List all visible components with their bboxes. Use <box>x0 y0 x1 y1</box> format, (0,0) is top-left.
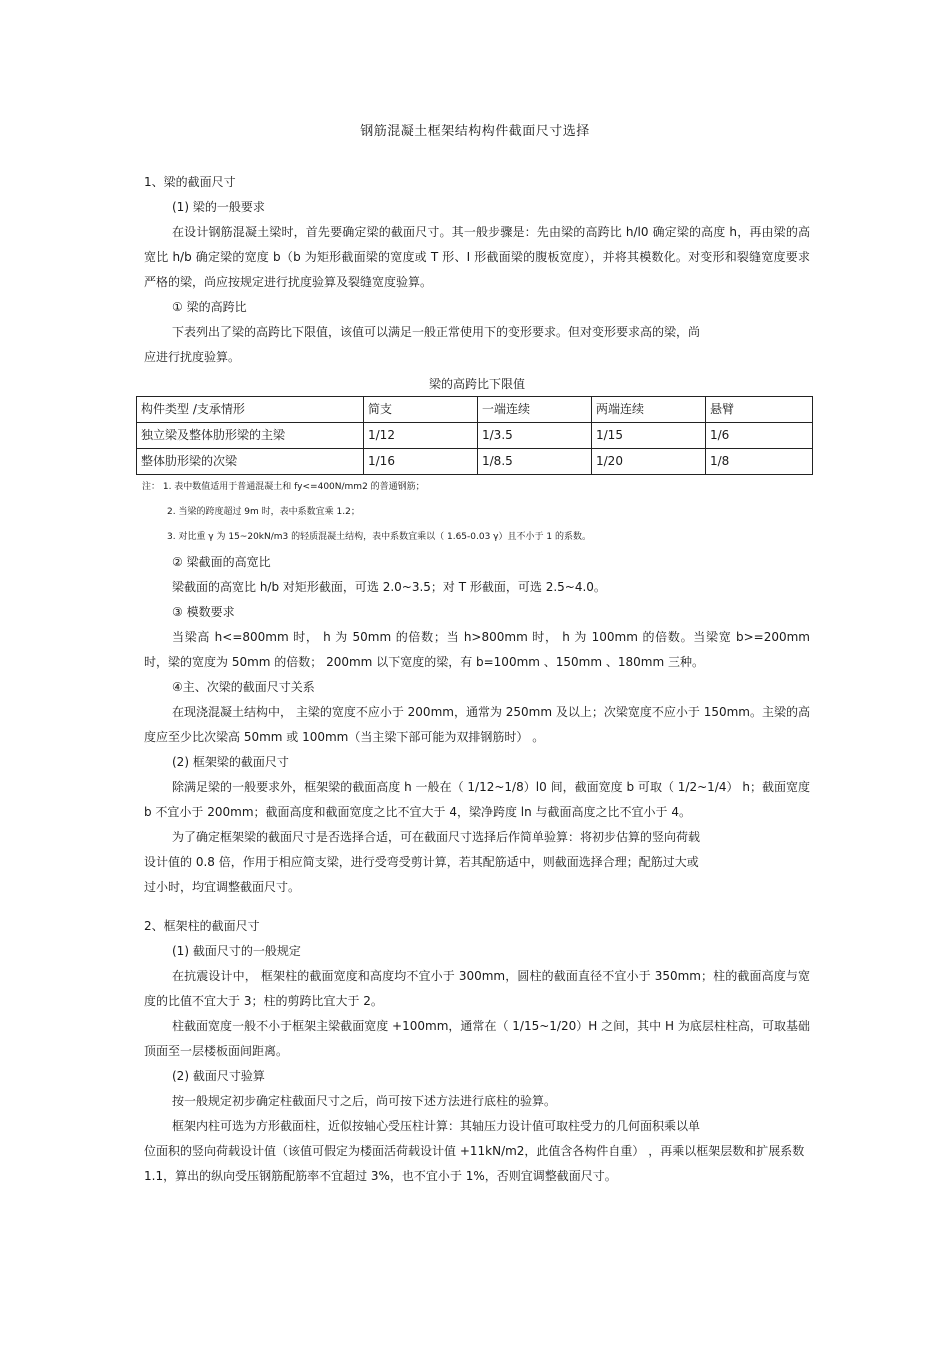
table-header-cell: 简支 <box>364 397 478 423</box>
table-row <box>137 423 813 449</box>
table-note: 2. 当梁的跨度超过 9m 时，表中系数宜乘 1.2； <box>167 507 360 517</box>
paragraph: 除满足梁的一般要求外，框架梁的截面高度 h 一般在（ 1/12~1/8）l0 间，截面宽度 b 可取（ 1/2~1/4） h；截面宽度 b 不宜小于 200mm；截面高度和截面宽度之比不宜大于 4，梁净跨度 ln 与截面高度之比不宜小于 4。 <box>144 780 810 819</box>
subsection-2-2-heading: (2) 截面尺寸验算 <box>172 1069 265 1083</box>
table-cell: 1/15 <box>592 423 706 449</box>
table-cell: 1/16 <box>364 449 478 475</box>
span-ratio-table <box>136 396 813 475</box>
table-cell: 1/8 <box>706 449 813 475</box>
subsection-1-1-heading: (1) 梁的一般要求 <box>172 200 265 214</box>
subsection-2-1-heading: (1) 截面尺寸的一般规定 <box>172 944 301 958</box>
table-header-cell: 构件类型 /支承情形 <box>137 397 364 423</box>
table-cell: 1/20 <box>592 449 706 475</box>
paragraph-line: 位面积的竖向荷载设计值（该值可假定为楼面活荷载设计值 +11kN/m2，此值含各构件自重） ，再乘以框架层数和扩展系数 1.1，算出的纵向受压钢筋配筋率不宜超过 3%，也不宜小于 1%，否则宜调整截面尺寸。 <box>144 1144 805 1183</box>
document-body <box>141 170 810 1189</box>
paragraph-line: 过小时，均宜调整截面尺寸。 <box>144 880 301 894</box>
table-header-row <box>137 397 813 423</box>
table-cell: 1/6 <box>706 423 813 449</box>
document-title: 钢筋混凝土框架结构构件截面尺寸选择 <box>360 124 590 139</box>
paragraph-line: 设计值的 0.8 倍，作用于相应简支梁，进行受弯受剪计算，若其配筋适中，则截面选择合理；配筋过大或 <box>144 855 699 869</box>
paragraph: 当梁高 h<=800mm 时， h 为 50mm 的倍数；当 h>800mm 时， h 为 100mm 的倍数。当梁宽 b>=200mm 时，梁的宽度为 50mm 的倍数； 200mm 以下宽度的梁，有 b=100mm 、150mm 、180mm 三种。 <box>144 630 810 669</box>
subsection-1-2-heading: (2) 框架梁的截面尺寸 <box>172 755 289 769</box>
table-cell: 整体肋形梁的次梁 <box>137 449 364 475</box>
table-note: 3. 对比重 γ 为 15~20kN/m3 的轻质混凝土结构，表中系数宜乘以（ 1.65-0.03 γ）且不小于 1 的系数。 <box>167 532 591 542</box>
table-caption: 梁的高跨比下限值 <box>428 377 525 391</box>
table-row <box>137 449 813 475</box>
paragraph: 在抗震设计中， 框架柱的截面宽度和高度均不宜小于 300mm，圆柱的截面直径不宜小于 350mm；柱的截面高度与宽度的比值不宜大于 3；柱的剪跨比宜大于 2。 <box>144 969 810 1008</box>
section-1-heading: 1、梁的截面尺寸 <box>144 175 236 189</box>
table-header-cell: 悬臂 <box>706 397 813 423</box>
item-heading: ② 梁截面的高宽比 <box>172 555 271 569</box>
table-cell: 1/12 <box>364 423 478 449</box>
item-heading: ① 梁的高跨比 <box>172 300 247 314</box>
paragraph-line: 应进行扰度验算。 <box>144 350 241 364</box>
paragraph-line: 下表列出了梁的高跨比下限值，该值可以满足一般正常使用下的变形要求。但对变形要求高的梁，尚 <box>172 325 701 339</box>
table-header-cell: 两端连续 <box>592 397 706 423</box>
paragraph: 柱截面宽度一般不小于框架主梁截面宽度 +100mm，通常在（ 1/15~1/20）H 之间，其中 H 为底层柱柱高，可取基础顶面至一层楼板面间距离。 <box>144 1019 810 1058</box>
paragraph: 按一般规定初步确定柱截面尺寸之后，尚可按下述方法进行底柱的验算。 <box>172 1094 557 1108</box>
table-note: 注： 1. 表中数值适用于普通混凝土和 fy<=400N/mm2 的普通钢筋； <box>142 482 425 492</box>
paragraph-line: 框架内柱可选为方形截面柱，近似按轴心受压柱计算：其轴压力设计值可取柱受力的几何面积乘以单 <box>172 1119 701 1133</box>
paragraph: 在现浇混凝土结构中， 主梁的宽度不应小于 200mm，通常为 250mm 及以上；次梁宽度不应小于 150mm。主梁的高度应至少比次梁高 50mm 或 100mm（当主梁下部可能为双排钢筋时） 。 <box>144 705 810 744</box>
section-2-heading: 2、框架柱的截面尺寸 <box>144 919 260 933</box>
table-cell: 独立梁及整体肋形梁的主梁 <box>137 423 364 449</box>
paragraph: 梁截面的高宽比 h/b 对矩形截面，可选 2.0~3.5；对 T 形截面，可选 2.5~4.0。 <box>172 580 606 594</box>
table-header-cell: 一端连续 <box>478 397 592 423</box>
table-cell: 1/3.5 <box>478 423 592 449</box>
table-cell: 1/8.5 <box>478 449 592 475</box>
paragraph-line: 为了确定框架梁的截面尺寸是否选择合适，可在截面尺寸选择后作简单验算：将初步估算的竖向荷载 <box>172 830 701 844</box>
item-heading: ③ 模数要求 <box>172 605 235 619</box>
table-notes <box>142 475 810 550</box>
item-heading: ④主、次梁的截面尺寸关系 <box>172 680 315 694</box>
paragraph: 在设计钢筋混凝土梁时，首先要确定梁的截面尺寸。其一般步骤是：先由梁的高跨比 h/l0 确定梁的高度 h，再由梁的高宽比 h/b 确定梁的宽度 b（b 为矩形截面梁的宽度或 T 形、I 形截面梁的腹板宽度），并将其模数化。对变形和裂缝宽度要求严格的梁，尚应按规定进行扰度验算及裂缝宽度验算。 <box>144 225 810 289</box>
